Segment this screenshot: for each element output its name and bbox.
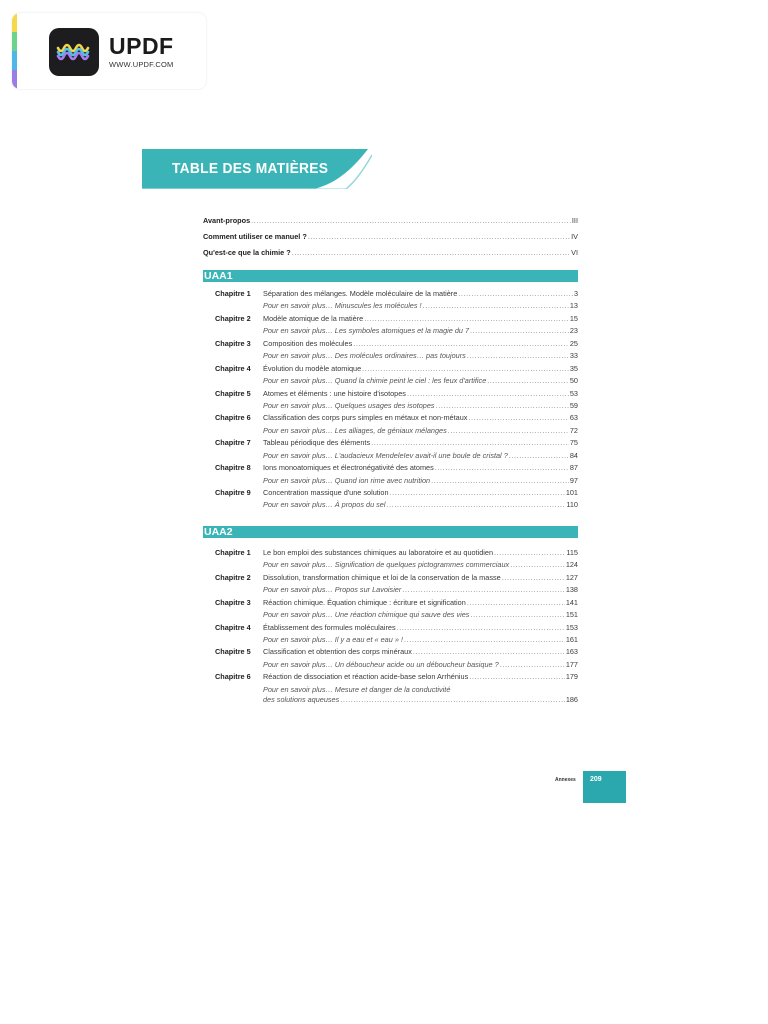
chapter-title-row[interactable]: [263, 437, 578, 449]
chapter-title-row[interactable]: [263, 547, 578, 559]
chapter-body: [263, 646, 578, 671]
chapter-number: Chapitre 3: [215, 597, 251, 607]
leader-dots: [502, 572, 565, 584]
page-title: TABLE DES MATIÈRES: [172, 160, 329, 177]
subsection-row-label: Pour en savoir plus… Il y a eau et « eau » !: [263, 634, 403, 644]
chapter-body: [263, 437, 578, 462]
leader-dots: [509, 450, 569, 462]
leader-dots: [423, 300, 569, 312]
chapter-entry: [203, 597, 578, 622]
chapter-title-row-label: Le bon emploi des substances chimiques au laboratoire et au quotidien: [263, 547, 494, 557]
subsection-row-label: Pour en savoir plus… Des molécules ordinaires… pas toujours: [263, 351, 466, 361]
leader-dots: [402, 584, 565, 596]
chapter-title-row[interactable]: [263, 338, 578, 350]
chapter-title-row[interactable]: [263, 388, 578, 400]
leader-dots: [436, 400, 569, 412]
subsection-row[interactable]: [263, 300, 578, 312]
chapter-title-row-label: Tableau périodique des éléments: [263, 438, 371, 448]
subsection-row-page: 97: [569, 475, 578, 485]
chapter-title-row-page: 115: [566, 547, 578, 557]
chapter-body: [263, 572, 578, 597]
chapter-number: Chapitre 2: [215, 313, 251, 323]
chapter-body: [263, 462, 578, 487]
leader-dots: [468, 412, 568, 424]
subsection-row[interactable]: [263, 425, 578, 437]
subsection-row-label: des solutions aqueuses: [263, 694, 340, 704]
leader-dots: [435, 462, 569, 474]
subsection-row[interactable]: [263, 450, 578, 462]
front-matter-item-label: Qu'est-ce que la chimie ?: [203, 248, 291, 257]
chapter-number: Chapitre 3: [215, 338, 251, 348]
chapter-number: Chapitre 1: [215, 289, 251, 298]
subsection-row-label: Pour en savoir plus… Quand ion rime avec nutrition: [263, 475, 431, 485]
leader-dots: [458, 288, 573, 300]
leader-dots: [251, 216, 571, 225]
chapter-number: Chapitre 5: [215, 647, 251, 657]
chapter-body: [263, 547, 578, 572]
leader-dots: [387, 499, 566, 511]
updf-logo-card: [12, 13, 206, 89]
chapter-body: [263, 288, 578, 313]
subsection-row-label: Pour en savoir plus… Mesure et danger de la conductivité: [263, 684, 451, 694]
subsection-row[interactable]: [263, 609, 578, 621]
chapter-entry: [203, 288, 578, 313]
chapter-title-row-page: 163: [565, 647, 578, 657]
chapter-title-row-page: 75: [569, 438, 578, 448]
subsection-row-page: 13: [569, 301, 578, 311]
subsection-row-page: 177: [565, 659, 578, 669]
chapter-title-row-label: Réaction de dissociation et réaction acide-base selon Arrhénius: [263, 672, 469, 682]
chapter-number: Chapitre 6: [215, 413, 251, 423]
chapter-entry: [203, 388, 578, 413]
chapter-title-row-label: Établissement des formules moléculaires: [263, 622, 396, 632]
chapter-title-row[interactable]: [263, 671, 578, 683]
leader-dots: [371, 437, 569, 449]
chapter-entry: [203, 622, 578, 647]
subsection-row-page: 161: [565, 634, 578, 644]
subsection-row-page: 23: [569, 326, 578, 336]
chapter-number: Chapitre 5: [215, 388, 251, 398]
leader-dots: [469, 671, 565, 683]
subsection-row[interactable]: [263, 325, 578, 337]
chapter-title-row-label: Dissolution, transformation chimique et loi de la conservation de la masse: [263, 572, 501, 582]
subsection-row-page: 110: [566, 500, 578, 510]
subsection-row[interactable]: [263, 475, 578, 487]
chapter-entry: [203, 437, 578, 462]
chapter-title-row-label: Concentration massique d'une solution: [263, 488, 389, 497]
chapter-title-row-page: 25: [569, 338, 578, 348]
chapter-title-row[interactable]: [263, 363, 578, 375]
leader-dots: [431, 475, 569, 487]
front-matter-item-page: VI: [571, 248, 578, 257]
leader-dots: [362, 363, 569, 375]
subsection-row-label: Pour en savoir plus… Une réaction chimique qui sauve des vies: [263, 610, 470, 620]
leader-dots: [340, 694, 565, 706]
subsection-row-label: Pour en savoir plus… Les alliages, de géniaux mélanges: [263, 425, 447, 435]
chapter-entry: [203, 646, 578, 671]
section-header: UAA1: [203, 270, 578, 282]
chapter-title-row-label: Ions monoatomiques et électronégativité des atomes: [263, 463, 434, 473]
leader-dots: [413, 646, 565, 658]
chapter-body: [263, 363, 578, 388]
chapter-entry: [203, 338, 578, 363]
chapter-title-row-page: 127: [565, 572, 578, 582]
chapter-title-row[interactable]: [263, 597, 578, 609]
chapter-title-row-page: 101: [565, 488, 578, 497]
chapter-title-row-page: 63: [569, 413, 578, 423]
chapter-title-row-page: 179: [565, 672, 578, 682]
chapter-entry: [203, 572, 578, 597]
chapter-title-row-page: 87: [569, 463, 578, 473]
subsection-row[interactable]: [263, 559, 578, 571]
leader-dots: [510, 559, 565, 571]
chapter-number: Chapitre 2: [215, 572, 251, 582]
chapter-number: Chapitre 4: [215, 622, 251, 632]
leader-dots: [470, 325, 569, 337]
leader-dots: [448, 425, 569, 437]
chapter-entry: [203, 547, 578, 572]
subsection-row-label: Pour en savoir plus… Minuscules les molécules !: [263, 301, 422, 311]
chapter-body: [263, 487, 578, 512]
subsection-row-page: 33: [569, 351, 578, 361]
leader-dots: [364, 313, 569, 325]
chapter-title-row-label: Composition des molécules: [263, 338, 353, 348]
chapter-body: [263, 313, 578, 338]
subsection-row-page: 151: [565, 610, 578, 620]
subsection-row[interactable]: [263, 350, 578, 362]
subsection-row[interactable]: [263, 400, 578, 412]
chapter-title-row-label: Classification et obtention des corps minéraux: [263, 647, 412, 657]
brand-url: WWW.UPDF.COM: [109, 60, 174, 69]
chapter-entry: [203, 671, 578, 706]
subsection-row-label: Pour en savoir plus… Propos sur Lavoisier: [263, 585, 402, 595]
front-matter-item[interactable]: [203, 248, 578, 264]
chapter-title-row[interactable]: [263, 288, 578, 300]
subsection-row-label: Pour en savoir plus… Un déboucheur acide ou un déboucheur basique ?: [263, 659, 499, 669]
front-matter-item-label: Avant-propos: [203, 216, 251, 225]
chapter-title-row-page: 35: [569, 363, 578, 373]
chapter-title-row-label: Modèle atomique de la matière: [263, 313, 364, 323]
chapter-title-row-page: 53: [569, 388, 578, 398]
leader-dots: [494, 547, 565, 559]
page-number: 209: [590, 776, 602, 783]
chapter-title-row-label: Classification des corps purs simples en métaux et non-métaux: [263, 413, 468, 423]
leader-dots: [292, 248, 570, 257]
subsection-row-page: 72: [569, 425, 578, 435]
chapter-body: [263, 597, 578, 622]
chapter-entry: [203, 313, 578, 338]
chapter-title-row[interactable]: [263, 622, 578, 634]
chapter-entry: [203, 487, 578, 512]
subsection-row-label: Pour en savoir plus… Les symboles atomiques et la magie du 7: [263, 326, 470, 336]
chapter-title-row-page: 141: [565, 597, 578, 607]
chapter-body: [263, 622, 578, 647]
leader-dots: [470, 609, 564, 621]
chapter-entry: [203, 412, 578, 437]
leader-dots: [500, 659, 565, 671]
leader-dots: [407, 388, 569, 400]
subsection-row-label: Pour en savoir plus… Quand la chimie peint le ciel : les feux d'artifice: [263, 376, 487, 386]
chapter-title-row[interactable]: [263, 462, 578, 474]
table-of-contents: [203, 216, 578, 706]
chapter-title-row-label: Réaction chimique. Équation chimique : écriture et signification: [263, 597, 466, 607]
chapter-title-row[interactable]: [263, 572, 578, 584]
subsection-row-label: Pour en savoir plus… À propos du sel: [263, 500, 386, 510]
subsection-row[interactable]: [263, 375, 578, 387]
subsection-row[interactable]: [263, 634, 578, 646]
chapter-number: Chapitre 8: [215, 463, 251, 473]
chapter-number: Chapitre 1: [215, 547, 251, 557]
leader-dots: [487, 375, 569, 387]
chapter-title-row-label: Atomes et éléments : une histoire d'isotopes: [263, 388, 406, 398]
front-matter-item[interactable]: [203, 232, 578, 248]
chapter-title-row-page: 3: [573, 289, 578, 298]
chapter-title-row[interactable]: [263, 646, 578, 658]
leader-dots: [467, 597, 565, 609]
chapter-number: Chapitre 9: [215, 488, 251, 497]
brand-stripe: [12, 13, 17, 89]
front-matter-item[interactable]: [203, 216, 578, 232]
chapter-body: [263, 671, 578, 706]
leader-dots: [390, 487, 565, 499]
chapter-body: [263, 388, 578, 413]
subsection-row-page: 124: [565, 560, 578, 570]
subsection-row-page: 186: [565, 694, 578, 704]
subsection-row-page: 138: [565, 585, 578, 595]
chapter-title-row-label: Évolution du modèle atomique: [263, 363, 362, 373]
chapter-title-row[interactable]: [263, 412, 578, 424]
front-matter-item-label: Comment utiliser ce manuel ?: [203, 232, 307, 241]
chapter-number: Chapitre 6: [215, 672, 251, 682]
section-header: UAA2: [203, 526, 578, 538]
leader-dots: [308, 232, 570, 241]
chapter-entry: [203, 462, 578, 487]
subsection-row[interactable]: [263, 684, 578, 694]
leader-dots: [404, 634, 565, 646]
front-matter-item-page: IV: [571, 232, 578, 241]
chapter-title-row-page: 153: [565, 622, 578, 632]
chapter-body: [263, 412, 578, 437]
chapter-body: [263, 338, 578, 363]
subsection-row-page: 84: [569, 450, 578, 460]
chapter-title-row[interactable]: [263, 487, 578, 499]
updf-logo-icon: [49, 28, 99, 76]
brand-name: UPDF: [109, 33, 174, 59]
subsection-row-page: 50: [569, 376, 578, 386]
subsection-row[interactable]: [263, 659, 578, 671]
chapter-entry: [203, 363, 578, 388]
chapter-title-row-label: Séparation des mélanges. Modèle moléculaire de la matière: [263, 289, 458, 298]
footer-section-label: Annexes: [555, 777, 576, 783]
subsection-row-label: Pour en savoir plus… Signification de quelques pictogrammes commerciaux: [263, 560, 510, 570]
chapter-title-row[interactable]: [263, 313, 578, 325]
subsection-row[interactable]: [263, 584, 578, 596]
front-matter-item-page: III: [571, 216, 578, 225]
subsection-row[interactable]: [263, 694, 578, 706]
leader-dots: [397, 622, 565, 634]
chapter-number: Chapitre 4: [215, 363, 251, 373]
chapter-title-row-page: 15: [569, 313, 578, 323]
subsection-row[interactable]: [263, 499, 578, 511]
leader-dots: [467, 350, 569, 362]
subsection-row-label: Pour en savoir plus… L'audacieux Mendeleïev avait-il une boule de cristal ?: [263, 450, 508, 460]
chapter-number: Chapitre 7: [215, 438, 251, 448]
leader-dots: [353, 338, 569, 350]
subsection-row-label: Pour en savoir plus… Quelques usages des isotopes: [263, 400, 435, 410]
subsection-row-page: 59: [569, 400, 578, 410]
